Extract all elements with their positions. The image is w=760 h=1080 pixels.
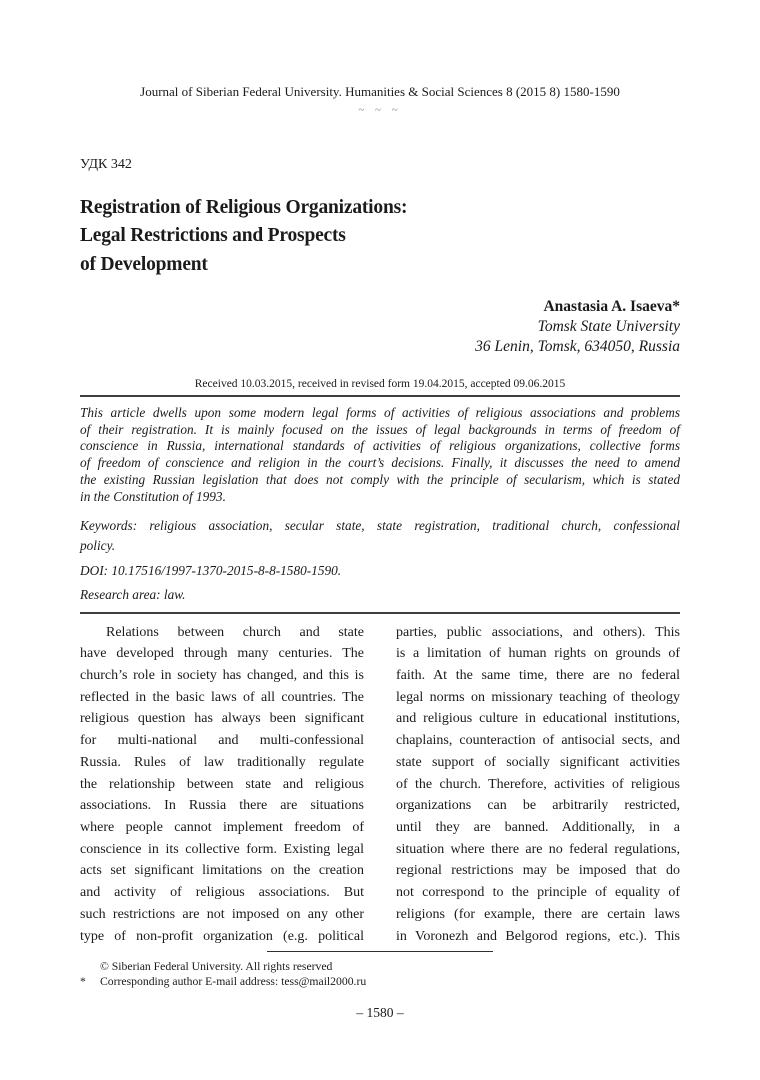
text-line: legal norms on missionary teaching of theology — [396, 689, 680, 705]
text-line: state support of socially significant activities — [396, 754, 680, 770]
author-name: Anastasia A. Isaeva* — [543, 297, 680, 315]
corresponding-author-line — [80, 975, 680, 990]
tilde-separator: ~ ~ ~ — [358, 104, 402, 116]
text-line: This article dwells upon some modern legal forms of activities of religious associations and problems — [80, 404, 680, 420]
text-line: religions (for example, there are certain laws — [396, 906, 680, 922]
text-line: chaplains, counteraction of antisocial sects, and — [396, 733, 680, 749]
text-line: for multi-national and multi-confessional — [80, 733, 364, 749]
received-dates-line: Received 10.03.2015, received in revised form 19.04.2015, accepted 09.06.2015 — [194, 377, 566, 390]
footnote-marker-empty — [80, 960, 100, 975]
keywords-text — [80, 516, 680, 556]
article-title — [80, 194, 680, 279]
copyright-line — [80, 960, 680, 975]
text-line: of their registration. It is mainly focused on the issues of legal backgrounds in terms of freedom of — [80, 421, 680, 437]
text-line: faith. At the same time, there are no federal — [396, 668, 680, 684]
author-affiliation: Tomsk State University — [537, 317, 680, 335]
text-line: is a limitation of human rights on grounds of — [396, 646, 680, 662]
text-line: in Voronezh and Belgorod regions, etc.). This — [396, 928, 680, 944]
text-line: Relations between church and state — [106, 624, 364, 640]
text-line: such restrictions are not imposed on any other — [80, 906, 364, 922]
text-line: of the church. Therefore, activities of religious — [396, 776, 680, 792]
top-divider-rule — [80, 395, 680, 397]
body-column-right — [396, 622, 680, 948]
text-line: organizations can be arbitrarily restricted, — [396, 798, 680, 814]
body-column-left — [80, 622, 364, 948]
text-line: situation where there are no federal regulations, — [396, 841, 680, 857]
text-line: have developed through many centuries. The — [80, 646, 364, 662]
corresponding-author-text: Corresponding author E-mail address: tess@mail2000.ru — [100, 974, 367, 988]
journal-header-line: Journal of Siberian Federal University. Humanities & Social Sciences 8 (2015 8) 1580-1590 — [140, 84, 620, 99]
footnote-star-marker: * — [80, 974, 86, 988]
abstract-text — [80, 405, 680, 506]
text-line: regional restrictions may be imposed that do — [396, 863, 680, 879]
text-line: until they are banned. Additionally, in a — [396, 820, 680, 835]
copyright-text: © Siberian Federal University. All rights reserved — [100, 960, 333, 974]
footnote-rule — [267, 951, 493, 952]
research-area-line: Research area: law. — [80, 586, 186, 602]
text-line: conscience in its collective form. Existing legal — [80, 841, 364, 857]
body-columns — [80, 622, 680, 948]
text-line: and religious culture in educational institutions, — [396, 711, 680, 727]
article-page — [80, 0, 680, 1021]
text-line: of freedom of conscience and religion in the court’s decisions. Finally, it discusses the need to amend — [80, 455, 680, 471]
text-line: conscience in Russia, international standards of activities of religious organizations, collective forms — [80, 438, 680, 454]
text-line: where people cannot implement freedom of — [80, 820, 364, 835]
text-line: policy. — [80, 537, 116, 553]
page-number: – 1580 – — [356, 1005, 404, 1021]
text-line: parties, public associations, and others). This — [396, 624, 680, 640]
text-line: type of non-profit organization (e.g. political — [80, 928, 364, 944]
text-line: Keywords: religious association, secular state, state registration, traditional church, confessional — [80, 517, 680, 533]
text-line: reflected in the basic laws of all countries. The — [80, 689, 364, 705]
bottom-divider-rule — [80, 612, 680, 614]
article-title-line-1: Registration of Religious Organizations: — [80, 197, 408, 218]
text-line: religious question has always been significant — [80, 711, 364, 727]
article-title-line-2: Legal Restrictions and Prospects — [80, 225, 346, 247]
udk-code: УДК 342 — [80, 157, 132, 172]
text-line: associations. In Russia there are situations — [80, 798, 364, 814]
text-line: not correspond to the principle of equality of — [396, 885, 680, 901]
article-title-line-3: of Development — [80, 253, 208, 275]
doi-line: DOI: 10.17516/1997-1370-2015-8-8-1580-1590. — [80, 562, 342, 578]
author-address: 36 Lenin, Tomsk, 634050, Russia — [475, 337, 680, 355]
footnotes — [80, 960, 680, 989]
text-line: acts set significant limitations on the creation — [80, 863, 364, 879]
text-line: in the Constitution of 1993. — [80, 488, 226, 504]
text-line: and activity of religious associations. But — [80, 885, 364, 901]
author-block — [80, 297, 680, 357]
text-line: church’s role in society has changed, and this is — [80, 668, 364, 684]
text-line: the relationship between state and religious — [80, 776, 364, 792]
text-line: Russia. Rules of law traditionally regulate — [80, 754, 364, 770]
text-line: the existing Russian legislation that does not comply with the principle of secularism, which is stated — [80, 472, 680, 488]
